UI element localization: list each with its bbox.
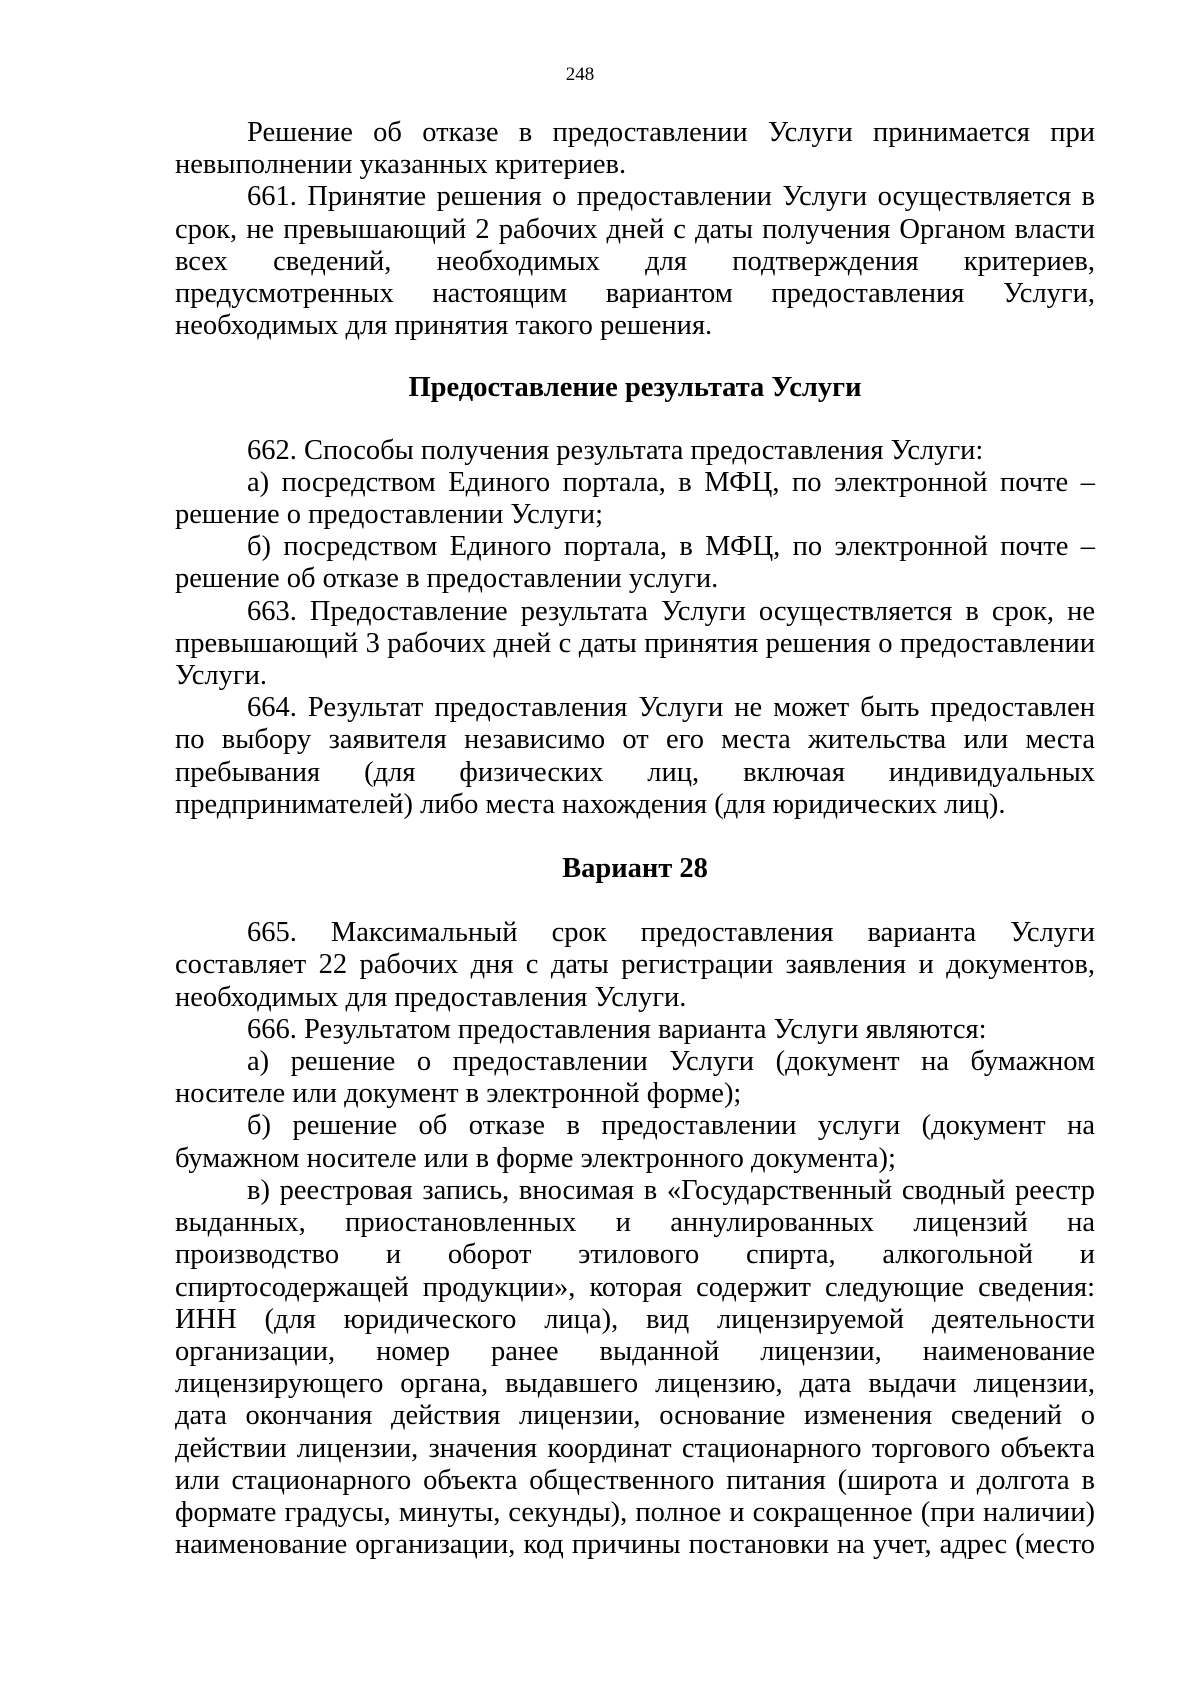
paragraph: б) посредством Единого портала, в МФЦ, по электронной почте – решение об отказе в предоставлении услуги. (175, 531, 1095, 595)
paragraph: Решение об отказе в предоставлении Услуги принимается при невыполнении указанных критериев. (175, 117, 1095, 181)
paragraph: а) решение о предоставлении Услуги (документ на бумажном носителе или документ в электронной форме); (175, 1046, 1095, 1110)
page-number: 248 (565, 64, 595, 85)
paragraph: 662. Способы получения результата предоставления Услуги: (247, 434, 984, 466)
section-heading: Вариант 28 (562, 853, 708, 885)
paragraph: в) реестровая запись, вносимая в «Государственный сводный реестр выданных, приостановленных и аннулированных лицензий на производство и оборот этилового спирта, алкогольной и спиртосодержащей продукции», которая содержит следующие сведения: ИНН (для юридического лица), вид лицензируемой деятельности организации, номер ранее выданной лицензии, наименование лицензирующего органа, выдавшего лицензию, дата выдачи лицензии, дата окончания действия лицензии, основание изменения сведений о действии лицензии, значения координат стационарного торгового объекта или стационарного объекта общественного питания (широта и долгота в формате градусы, минуты, секунды), полное и сокращенное (при наличии) наименование организации, код причины постановки на учет, адрес (место (175, 1174, 1095, 1561)
paragraph: а) посредством Единого портала, в МФЦ, по электронной почте – решение о предоставлении Услуги; (175, 466, 1095, 531)
paragraph: 663. Предоставление результата Услуги осуществляется в срок, не превышающий 3 рабочих дней с даты принятия решения о предоставлении Услуги. (175, 595, 1095, 692)
section-heading: Предоставление результата Услуги (408, 372, 862, 404)
document-body (175, 117, 1095, 1561)
paragraph: 666. Результатом предоставления варианта Услуги являются: (247, 1013, 987, 1045)
paragraph: б) решение об отказе в предоставлении услуги (документ на бумажном носителе или в форме электронного документа); (175, 1110, 1095, 1174)
paragraph: 665. Максимальный срок предоставления варианта Услуги составляет 22 рабочих дня с даты регистрации заявления и документов, необходимых для предоставления Услуги. (175, 917, 1095, 1013)
paragraph: 664. Результат предоставления Услуги не может быть предоставлен по выбору заявителя независимо от его места жительства или места пребывания (для физических лиц, включая индивидуальных предпринимателей) либо места нахождения (для юридических лиц). (175, 692, 1095, 820)
paragraph: 661. Принятие решения о предоставлении Услуги осуществляется в срок, не превышающий 2 рабочих дней с даты получения Органом власти всех сведений, необходимых для подтверждения критериев, предусмотренных настоящим вариантом предоставления Услуги, необходимых для принятия такого решения. (175, 181, 1095, 342)
